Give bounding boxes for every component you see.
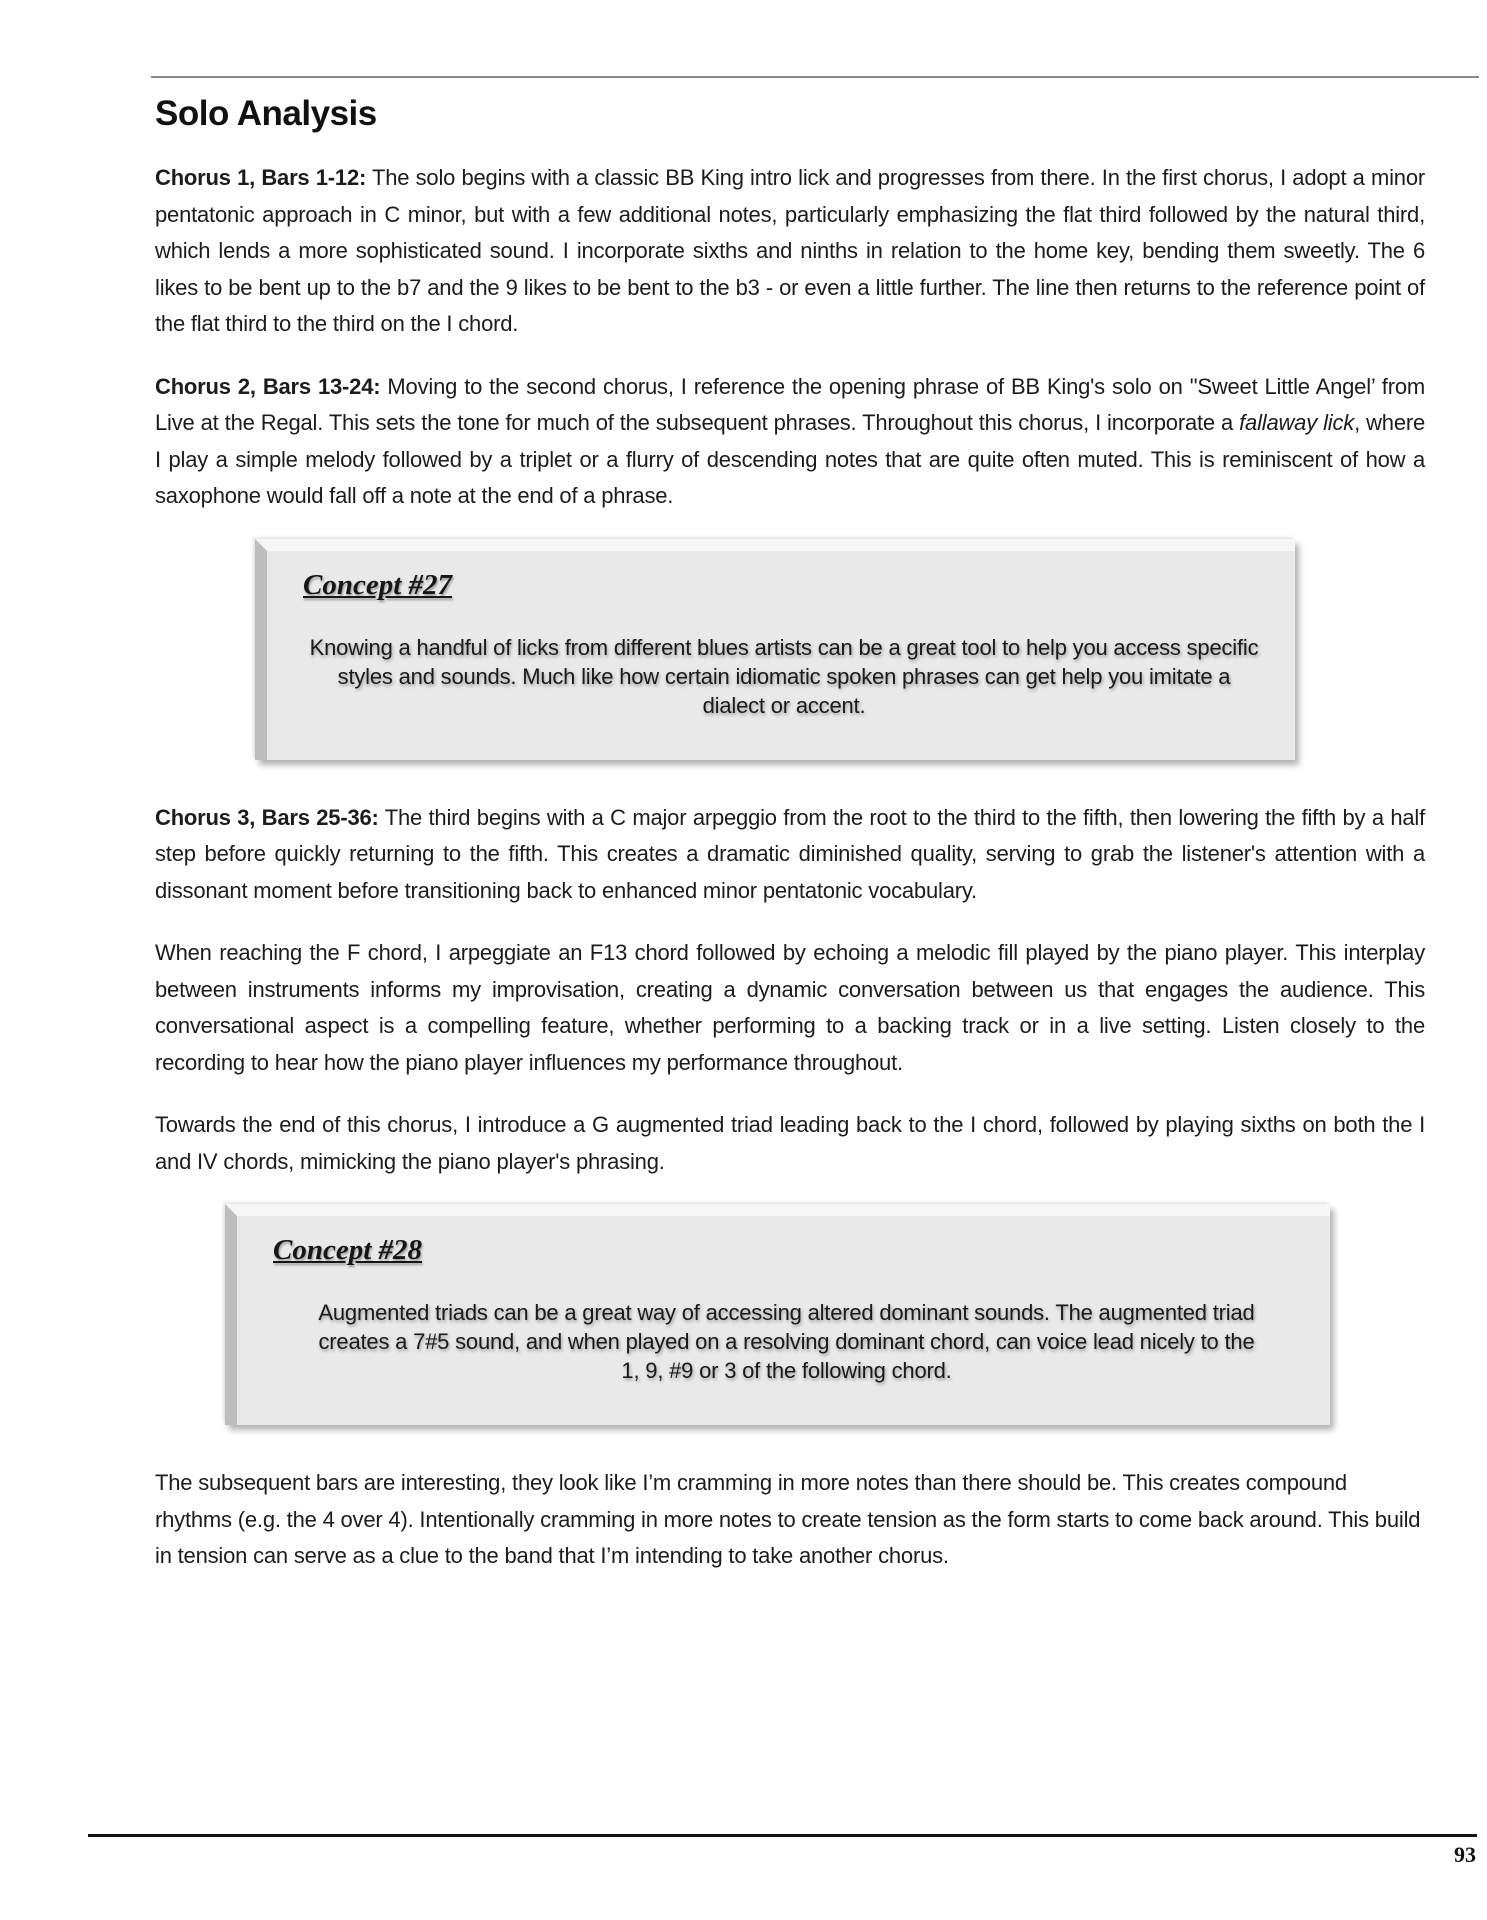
paragraph-chorus-2 [155,369,1425,515]
paragraph-lead: Chorus 3, Bars 25-36: [155,804,379,830]
paragraph-chorus-1 [155,160,1425,343]
bottom-divider [88,1834,1477,1837]
paragraph-lead: Chorus 1, Bars 1-12: [155,165,367,190]
paragraph-text: The third begins with a C major arpeggio from the root to the third to the fifth, then lowering the fifth by a half step before quickly returning to the fifth. This creates a dramatic diminished quality, serving to grab the listener's attention with a dissonant moment before transitioning back to enhanced minor pentatonic vocabulary. [155,804,1425,903]
paragraph-lead: Chorus 2, Bars 13-24: [155,373,381,399]
paragraph-chorus-3 [155,800,1425,910]
paragraph-text: The solo begins with a classic BB King intro lick and progresses from there. In the first chorus, I adopt a minor pentatonic approach in C minor, but with a few additional notes, particularly emphasizing the flat third followed by the natural third, which lends a more sophisticated sound. I incorporate sixths and ninths in relation to the home key, bending them sweetly. The 6 likes to be bent up to the b7 and the 9 likes to be bent to the b3 - or even a little further. The line then returns to the reference point of the flat third to the third on the I chord. [155,165,1425,336]
paragraph-text: Towards the end of this chorus, I introduce a G augmented triad leading back to the I chord, followed by playing sixths on both the I and IV chords, mimicking the piano player's phrasing. [155,1112,1425,1174]
concept-box-28 [225,1204,1330,1425]
paragraph-text: Moving to the second chorus, I reference the opening phrase of BB King's solo on "Sweet Little Angel’ from Live at the Regal. This sets the tone for much of the subsequent phrases. Throughout this chorus, I incorporate a [155,373,1426,435]
concept-box-27 [255,539,1295,760]
paragraph-f-chord [155,935,1425,1081]
paragraph-text: The subsequent bars are interesting, they look like I’m cramming in more notes than there should be. This creates compound rhythms (e.g. the 4 over 4). Intentionally cramming in more notes to create tension as the form starts to come back around. This build in tension can serve as a clue to the band that I’m intending to take another chorus. [155,1470,1421,1568]
paragraph-augmented-triad [155,1107,1425,1180]
paragraph-text: , where I play a simple melody followed by a triplet or a flurry of descending notes that are quite often muted. This is reminiscent of how a saxophone would fall off a note at the end of a phrase. [155,410,1426,508]
page-number: 93 [1454,1842,1476,1867]
concept-27-heading: Concept #27 [303,568,453,601]
page-content [155,0,1425,1575]
concept-28-heading: Concept #28 [273,1234,423,1266]
italic-term: fallaway lick [1239,410,1355,435]
concept-27-body: Knowing a handful of licks from different blues artists can be a great tool to help you access specific styles and sounds. Much like how certain idiomatic spoken phrases can get help you imitate a dialect or accent. [309,634,1259,718]
paragraph-text: When reaching the F chord, I arpeggiate an F13 chord followed by echoing a melodic fill played by the piano player. This interplay between instruments informs my improvisation, creating a dynamic conversation between us that engages the audience. This conversational aspect is a compelling feature, whether performing to a backing track or in a live setting. Listen closely to the recording to hear how the piano player influences my performance throughout. [155,940,1425,1075]
page-title: Solo Analysis [155,94,377,133]
concept-28-body: Augmented triads can be a great way of accessing altered dominant sounds. The augmented triad creates a 7#5 sound, and when played on a resolving dominant chord, can voice lead nicely to the 1, 9, #9 or 3 of the following chord. [318,1300,1255,1383]
paragraph-subsequent-bars [155,1465,1425,1575]
